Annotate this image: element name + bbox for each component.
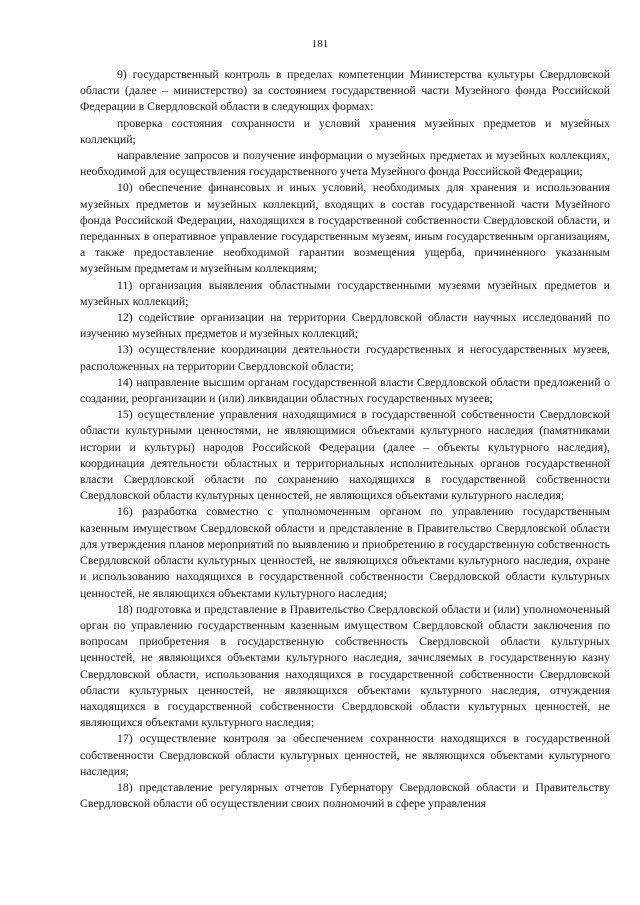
paragraph-item-12: 12) содействие организации на территории Свердловской области научных исследований по изучению музейных предметов и музейных коллекций; bbox=[80, 310, 610, 341]
paragraph-inspection-form: проверка состояния сохранности и условий хранения музейных предметов и музейных коллекций; bbox=[80, 115, 610, 146]
paragraph-item-16: 16) разработка совместно с уполномоченным органом по управлению государственным казенным имуществом Свердловской области и представление в Правительство Свердловской области для утверждения планов мероприятий по выявлению и приобретению в государственную собственность Свердловской области культурных ценностей, не являющихся объектами культурного наследия, охране и использованию находящихся в государственной собственности Свердловской области культурных ценностей, не являющихся объектами культурного наследия; bbox=[80, 504, 610, 600]
paragraph-item-13: 13) осуществление координации деятельности государственных и негосударственных музеев, расположенных на территории Свердловской области; bbox=[80, 342, 610, 373]
paragraph-item-14: 14) направление высшим органам государственной власти Свердловской области предложений о создании, реорганизации и (или) ликвидации областных государственных музеев; bbox=[80, 374, 610, 406]
paragraph-item-10: 10) обеспечение финансовых и иных условий, необходимых для хранения и использования музейных предметов и музейных коллекций, входящих в состав государственной части Музейного фонда Российской Федерации, находящихся в государственной собственности Свердловской области, и переданных в оперативное управление государственным музеям, иным государственным организациям, а также предоставление необходимой гарантии возмещения ущерба, причиненного указанным музейным предметам и музейным коллекциям; bbox=[80, 180, 610, 276]
paragraph-item-18-second: 18) представление регулярных отчетов Губернатору Свердловской области и Правительству Свердловской области об осуществлении своих полномочий в сфере управления bbox=[80, 779, 610, 811]
document-body bbox=[80, 66, 610, 811]
paragraph-request-form: направление запросов и получение информации о музейных предметах и музейных коллекциях, необходимой для осуществления государственного учета Музейного фонда Российской Федерации; bbox=[80, 148, 610, 179]
paragraph-item-15: 15) осуществление управления находящимися в государственной собственности Свердловской области культурными ценностями, не являющимися объектами культурного наследия (памятниками истории и культуры) народов Российской Федерации (далее – объекты культурного наследия), координация деятельности областных и территориальных исполнительных органов государственной власти Свердловской области по сохранению находящихся в государственной собственности Свердловской области культурных ценностей, не являющихся объектами культурного наследия; bbox=[80, 407, 610, 503]
page-number: 181 bbox=[311, 38, 329, 50]
paragraph-item-9: 9) государственный контроль в пределах компетенции Министерства культуры Свердловской области (далее – министерство) за состоянием государственной части Музейного фонда Российской Федерации в Свердловской области в следующих формах: bbox=[80, 67, 610, 114]
paragraph-item-18-first: 18) подготовка и представление в Правительство Свердловской области и (или) уполномоченный орган по управлению государственным казенным имуществом Свердловской области заключения по вопросам приобретения в государственную собственность Свердловской области культурных ценностей, не являющихся объектами культурного наследия, зачисляемых в государственную казну Свердловской области, использования находящихся в государственной собственности Свердловской области культурных ценностей, не являющихся объектами культурного наследия, отчуждения находящихся в государственной собственности Свердловской области культурных ценностей, не являющихся объектами культурного наследия; bbox=[80, 601, 610, 730]
paragraph-item-17: 17) осуществление контроля за обеспечением сохранности находящихся в государственной собственности Свердловской области культурных ценностей, не являющихся объектами культурного наследия; bbox=[80, 731, 610, 778]
paragraph-item-11: 11) организация выявления областными государственными музеями музейных предметов и музейных коллекций; bbox=[80, 277, 610, 308]
